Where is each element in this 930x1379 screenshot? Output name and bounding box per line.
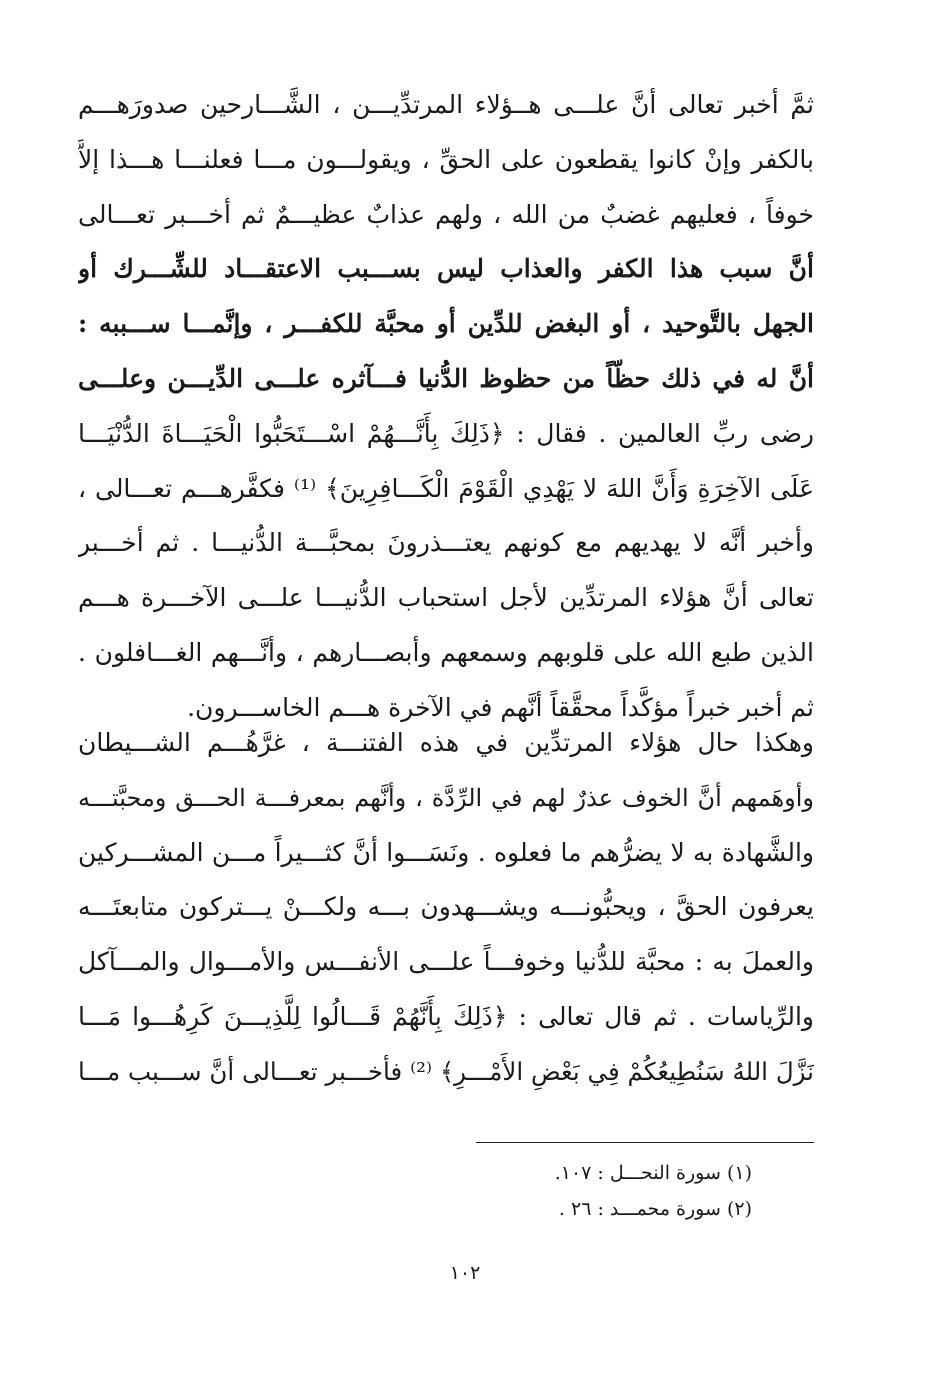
paragraph-2 [78, 716, 814, 1100]
page-number: ١٠٢ [449, 1262, 481, 1284]
text-line: تعالى أنَّ هؤلاء المرتدِّين لأجل استحباب الدُّنيـــا علـــى الآخـــرة هـــم [78, 583, 814, 613]
text-line: نَزَّلَ اللهُ سَنُطِيعُكُمْ فِي بَعْضِ الأَمْـــرِ﴾ ⁽²⁾ فأخـــبر تعـــالى أنَّ ســـبب مـــا [78, 1056, 814, 1086]
footnote-divider [476, 1142, 814, 1143]
text-line: وأخبر أنَّه لا يهديهم مع كونهم يعتـــذرونَ بمحبَّـــة الدُّنيـــا . ثم أخـــبر [78, 528, 814, 558]
text-line: والرِّياسات . ثم قال تعالى : ﴿ذَلِكَ بِأَنَّهُمْ قَـــالُوا لِلَّذِيـــنَ كَرِهُـــوا مَـــا [78, 1001, 814, 1031]
text-line: والشَّهادة به لا يضرُّهم ما فعلوه . ونَسَـــوا أنَّ كثـــيراً مـــن المشـــركين [78, 837, 814, 867]
text-line: ثم أخبر خبراً مؤكَّداً محقَّقاً أنَّهم في الآخرة هـــم الخاســـرون. [187, 692, 814, 722]
text-line: بالكفر وإنْ كانوا يقطعون على الحقِّ ، ويقولـــون مـــا فعلنـــا هـــذا إلاَّ [78, 144, 814, 174]
text-line: عَلَى الآخِرَةِ وَأَنَّ اللهَ لا يَهْدِي الْقَوْمَ الْكَـــافِرِينَ﴾ ⁽¹⁾ فكفَّرهـــم تعـــالى ، [78, 473, 814, 503]
text-line: ثمَّ أخبر تعالى أنَّ علـــى هــؤلاء المرتدِّيـــن ، الشَّـــارحين صدورَهـــم [78, 90, 814, 119]
paragraph-1 [78, 78, 814, 736]
text-line: والعملَ به : محبَّة للدُّنيا وخوفـــاً علـــى الأنفـــس والأمـــوال والمـــآكل [78, 947, 814, 977]
footnote-1: (١) سورة النحـــل : ١٠٧. [554, 1162, 752, 1184]
text-line: أنَّ له في ذلك حظّاً من حظوظ الدُّنيا فـــآثره علـــى الدِّيـــن وعلـــى [78, 363, 814, 393]
text-line: وأوهَمهم أنَّ الخوف عذرٌ لهم في الرِّدَّة ، وأنَّهم بمعرفـــة الحـــق ومحبَّتـــه [78, 783, 814, 812]
text-line: الجهل بالتَّوحيد ، أو البغض للدِّين أو محبَّة للكفـــر ، وإنَّمـــا ســـببه : [78, 309, 814, 339]
text-line: يعرفون الحقَّ ، ويحبُّونـــه ويشـــهدون بـــه ولكـــنْ يـــتركون متابعتَـــه [78, 892, 814, 922]
text-line: الذين طبع الله على قلوبهم وسمعهم وأبصـــارهم ، وأنَّـــهم الغـــافلون . [78, 637, 814, 667]
footnotes [400, 1155, 752, 1227]
text-line: رضى ربِّ العالمين . فقال : ﴿ذَلِكَ بِأَنَّـــهُمْ اسْـــتَحَبُّوا الْحَيَـــاةَ الدُّنْيَـــا [78, 418, 814, 448]
text-line: وهكذا حال هؤلاء المرتدِّين في هذه الفتنـــة ، غرَّهُـــم الشـــيطان [78, 728, 814, 757]
footnote-2: (٢) سورة محمـــد : ٢٦ . [558, 1198, 752, 1220]
text-line: خوفاً ، فعليهم غضبٌ من الله ، ولهم عذابٌ عظيـــمٌ ثم أخـــبر تعـــالى [78, 199, 814, 229]
text-line: أنَّ سبب هذا الكفر والعذاب ليس بســـبب الاعتقـــاد للشِّـــرك أو [78, 254, 814, 284]
